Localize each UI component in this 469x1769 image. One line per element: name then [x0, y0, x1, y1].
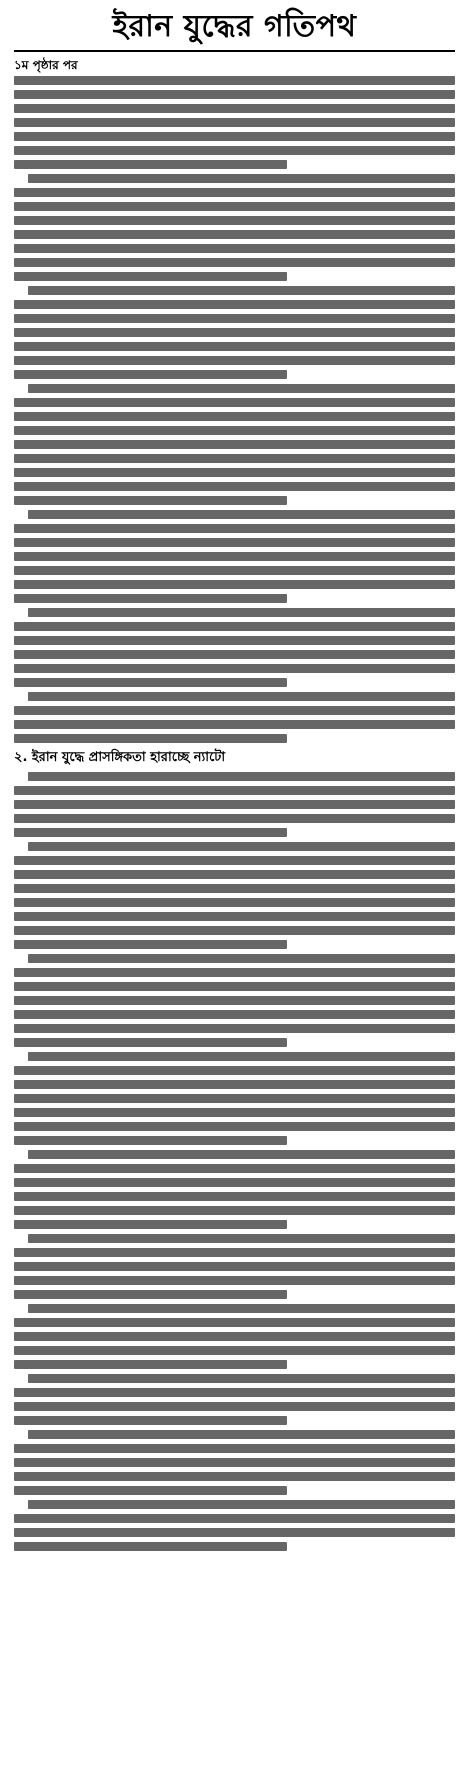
text-line: [14, 538, 455, 547]
text-line: [14, 524, 455, 533]
text-line: [14, 90, 455, 99]
text-line: [14, 1360, 287, 1369]
text-line: [14, 566, 455, 575]
article-paragraph: [14, 1150, 455, 1229]
text-line: [14, 342, 455, 351]
text-line: [14, 1038, 287, 1047]
text-line: [14, 328, 455, 337]
text-line: [14, 244, 455, 253]
text-line: [14, 1080, 455, 1089]
text-line: [14, 202, 455, 211]
article-paragraph: [14, 286, 455, 379]
article-paragraph: [14, 510, 455, 603]
article-paragraph: [14, 692, 455, 743]
text-line: [14, 1262, 455, 1271]
text-line: [28, 174, 455, 183]
text-line: [14, 636, 455, 645]
text-line: [14, 370, 287, 379]
text-line: [28, 286, 455, 295]
text-line: [14, 622, 455, 631]
text-line: [14, 1332, 455, 1341]
text-line: [14, 982, 455, 991]
text-line: [14, 1346, 455, 1355]
text-line: [14, 552, 455, 561]
text-line: [14, 1444, 455, 1453]
text-line: [14, 706, 455, 715]
text-line: [14, 412, 455, 421]
text-line: [14, 272, 287, 281]
article-paragraph: [14, 954, 455, 1047]
text-line: [14, 664, 455, 673]
article-headline: ইরান যুদ্ধের গতিপথ: [14, 6, 455, 52]
text-line: [14, 160, 287, 169]
text-line: [28, 1500, 455, 1509]
text-line: [14, 1388, 455, 1397]
text-line: [14, 996, 455, 1005]
text-line: [14, 856, 455, 865]
text-line: [28, 510, 455, 519]
text-line: [14, 926, 455, 935]
text-line: [14, 1472, 455, 1481]
text-line: [14, 1416, 287, 1425]
text-line: [14, 230, 455, 239]
text-line: [28, 1304, 455, 1313]
article-paragraph: [14, 608, 455, 687]
text-line: [14, 1402, 455, 1411]
text-line: [14, 1220, 287, 1229]
text-line: [14, 216, 455, 225]
text-line: [14, 356, 455, 365]
text-line: [14, 1290, 287, 1299]
article-paragraph: [14, 1430, 455, 1495]
text-line: [14, 454, 455, 463]
text-line: [14, 258, 455, 267]
text-line: [14, 800, 455, 809]
text-line: [14, 1010, 455, 1019]
text-line: [14, 1248, 455, 1257]
text-line: [14, 734, 287, 743]
text-line: [14, 104, 455, 113]
text-line: [28, 1150, 455, 1159]
text-line: [28, 692, 455, 701]
text-line: [14, 1542, 287, 1551]
text-line: [14, 398, 455, 407]
text-line: [14, 1486, 287, 1495]
text-line: [14, 580, 455, 589]
text-line: [14, 870, 455, 879]
text-line: [28, 842, 455, 851]
text-line: [28, 954, 455, 963]
text-line: [14, 1066, 455, 1075]
text-line: [28, 1374, 455, 1383]
article-paragraph: [14, 76, 455, 169]
text-line: [14, 1318, 455, 1327]
text-line: [14, 1136, 287, 1145]
text-line: [14, 1024, 455, 1033]
text-line: [14, 1164, 455, 1173]
text-line: [28, 772, 455, 781]
text-line: [14, 720, 455, 729]
text-line: [14, 468, 455, 477]
text-line: [14, 594, 287, 603]
text-line: [14, 440, 455, 449]
text-line: [14, 1514, 455, 1523]
text-line: [14, 496, 287, 505]
text-line: [14, 76, 455, 85]
text-line: [14, 940, 287, 949]
article-paragraph: [14, 1374, 455, 1425]
text-line: [14, 828, 287, 837]
text-line: [28, 384, 455, 393]
article-paragraph: [14, 174, 455, 281]
text-line: [14, 300, 455, 309]
text-line: [28, 1052, 455, 1061]
text-line: [14, 118, 455, 127]
text-line: [14, 1094, 455, 1103]
text-line: [14, 1108, 455, 1117]
section-heading: ২. ইরান যুদ্ধে প্রাসঙ্গিকতা হারাচ্ছে ন্যাটো: [14, 750, 226, 765]
text-line: [14, 314, 455, 323]
text-line: [14, 1206, 455, 1215]
text-line: [14, 1192, 455, 1201]
article-paragraph: [14, 842, 455, 949]
text-line: [28, 608, 455, 617]
text-line: [14, 188, 455, 197]
text-line: [14, 146, 455, 155]
text-line: [14, 912, 455, 921]
text-line: [14, 786, 455, 795]
text-line: [14, 426, 455, 435]
article-paragraph: [14, 1052, 455, 1145]
text-line: [14, 678, 287, 687]
text-line: [14, 132, 455, 141]
text-line: [14, 1528, 455, 1537]
text-line: [28, 1430, 455, 1439]
text-line: [14, 968, 455, 977]
text-line: [14, 1276, 455, 1285]
text-line: [28, 1234, 455, 1243]
text-line: [14, 814, 455, 823]
article-paragraph: [14, 1500, 455, 1551]
article-paragraph: [14, 1234, 455, 1299]
text-line: [14, 1178, 455, 1187]
article-paragraph: [14, 1304, 455, 1369]
text-line: [14, 650, 455, 659]
text-line: [14, 1122, 455, 1131]
article-paragraph: [14, 384, 455, 505]
text-line: [14, 482, 455, 491]
text-line: [14, 884, 455, 893]
text-line: [14, 898, 455, 907]
article-paragraph: [14, 772, 455, 837]
article-body: [14, 76, 455, 1551]
text-line: [14, 1458, 455, 1467]
continued-from-marker: ১ম পৃষ্ঠার পর: [14, 58, 78, 72]
